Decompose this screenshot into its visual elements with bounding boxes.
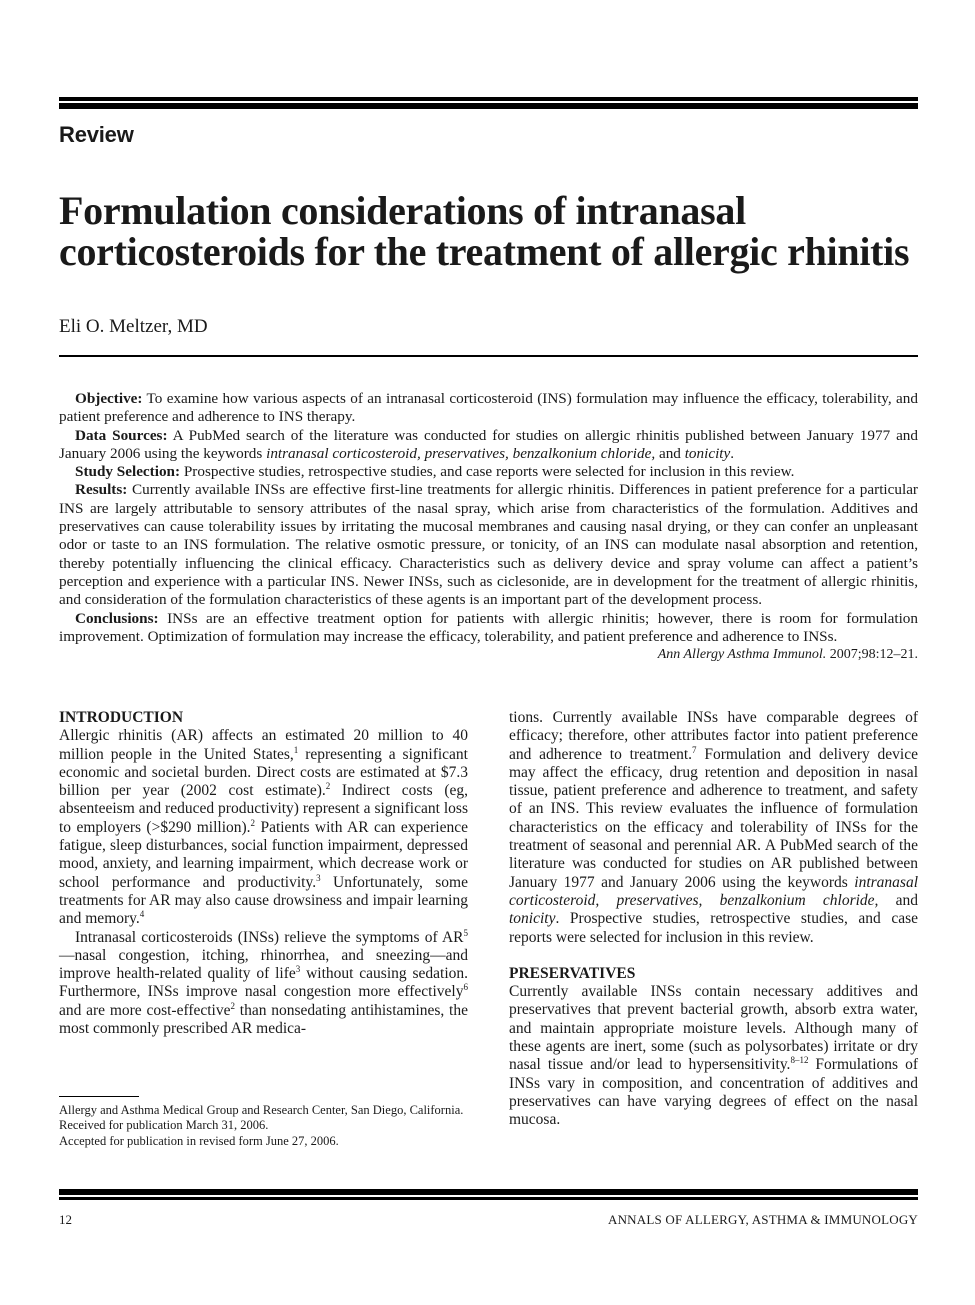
introduction-paragraph-2: Intranasal corticosteroids (INSs) relieve the symptoms of $AR^5—nasal$ congestion, itching, rhinorrhea, and sneezing—and improve health-related quality of life$^3$ without causing sedation. Furthermore, INSs improve nasal congestion more effectively$^6$ and are more cost-effective$^2$ than nonsedating antihistamines, the most commonly prescribed AR medica- bbox=[59, 927, 468, 1038]
abstract-study-selection: Study Selection: Prospective studies, retrospective studies, and case reports were selected for inclusion in this review. bbox=[75, 463, 795, 481]
left-column bbox=[59, 709, 468, 1038]
header-rule bbox=[59, 97, 918, 101]
page-number: 12 bbox=[59, 1212, 72, 1227]
preservatives-heading: PRESERVATIVES bbox=[509, 964, 636, 982]
header-rule bbox=[59, 103, 918, 109]
introduction-paragraph-2-continued: tions. Currently available INSs have comparable degrees of efficacy; therefore, other attributes factor into patient preference and adherence to treatment.$^7$ Formulation and delivery device may affect the efficacy, drug retention and deposition in nasal tissue, patient preference and adherence to treatment, and safety of an INS. This review evaluates the influence of formulation characteristics on the efficacy and tolerability of INSs for the treatment of seasonal and perennial AR. A PubMed search of the literature was conducted for studies on AR published between January 1977 and January 2006 using the keywords intranasal corticosteroid, preservatives, benzalkonium chloride, and tonicity. Prospective studies, retrospective studies, and case reports were selected for inclusion in this review. bbox=[509, 709, 918, 946]
footnote-accepted: Accepted for publication in revised form June 27, 2006. bbox=[59, 1133, 339, 1148]
abstract-results: Results: Currently available INSs are effective first-line treatments for allergic rhinitis. Differences in patient preference for a particular INS are largely attributable to sensory attributes of the nasal spray, which arise from characteristics of the formulation. Additives and preservatives can cause tolerability issues by irritating the mucosal membranes and causing nasal drying, or they can confer an unpleasant odor or taste to an INS formulation. The relative osmotic pressure, or tonicity, of an INS can modulate nasal absorption and retention, thereby potentially influencing the clinical efficacy. Characteristics such as delivery device and spray volume can affect a patient’s perception and experience with a particular INS. Newer INSs, such as ciclesonide, are in development for the treatment of allergic rhinitis, and consideration of the formulation characteristics of these agents is an important part of the development process. bbox=[59, 481, 918, 609]
footnote-received: Received for publication March 31, 2006. bbox=[59, 1118, 269, 1133]
footer-rule bbox=[59, 1189, 918, 1195]
footer-rule bbox=[59, 1197, 918, 1200]
preservatives-paragraph: Currently available INSs contain necessary additives and preservatives that prevent bacterial growth, absorb extra water, and maintain appropriate moisture levels. Although many of these agents are inert, some (such as polysorbates) irritate or dry nasal tissue and/or lead to hypersensitivity.$^{8-12}$ Formulations of INSs vary in composition, and concentration of additives and preservatives can have varying degrees of effect on the nasal mucosa. bbox=[509, 983, 918, 1129]
footnote-affiliation: Allergy and Asthma Medical Group and Research Center, San Diego, California. bbox=[59, 1103, 464, 1117]
author: Eli O. Meltzer, MD bbox=[59, 316, 208, 337]
introduction-heading: INTRODUCTION bbox=[59, 709, 184, 726]
journal-name: ANNALS OF ALLERGY, ASTHMA & IMMUNOLOGY bbox=[608, 1212, 918, 1227]
section-label: Review bbox=[59, 122, 134, 147]
abstract-conclusions: Conclusions: INSs are an effective treatment option for patients with allergic rhinitis; however, there is room for formulation improvement. Optimization of formulation may increase the efficacy, tolerability, and patient preference and adherence to INSs. bbox=[59, 609, 918, 645]
introduction-paragraph-1: Allergic rhinitis (AR) affects an estimated 20 million to 40 million people in the United States,$^1$ representing a significant economic and societal burden. Direct costs are estimated at $7.3 billion per year (2002 cost estimate).$^2$ Indirect costs (eg, absenteeism and reduced productivity) represent a significant loss to employers (>$290 million).$^2$ Patients with AR can experience fatigue, sleep disturbances, social function impairment, depressed mood, anxiety, and learning impairment, which decrease work or school performance and productivity.$^3$ Unfortunately, some treatments for AR may also cause drowsiness and impair learning and memory.$^4$ bbox=[59, 727, 468, 928]
abstract-objective: Objective: To examine how various aspects of an intranasal corticosteroid (INS) formulation may influence the efficacy, tolerability, and patient preference and adherence to INS therapy. bbox=[59, 390, 918, 426]
footnote-rule bbox=[59, 1096, 139, 1097]
article-title: Formulation considerations of intranasal corticosteroids for the treatment of allergic rhinitis bbox=[59, 188, 910, 274]
abstract bbox=[59, 390, 918, 664]
footnotes bbox=[59, 1103, 468, 1149]
right-column bbox=[509, 709, 918, 1130]
title-divider bbox=[59, 355, 918, 357]
abstract-data-sources: Data Sources: A PubMed search of the literature was conducted for studies on allergic rhinitis published between January 1977 and January 2006 using the keywords intranasal corticosteroid, preservatives, benzalkonium chloride, and tonicity. bbox=[59, 426, 918, 462]
citation: Ann Allergy Asthma Immunol. 2007;98:12–21. bbox=[657, 647, 918, 663]
